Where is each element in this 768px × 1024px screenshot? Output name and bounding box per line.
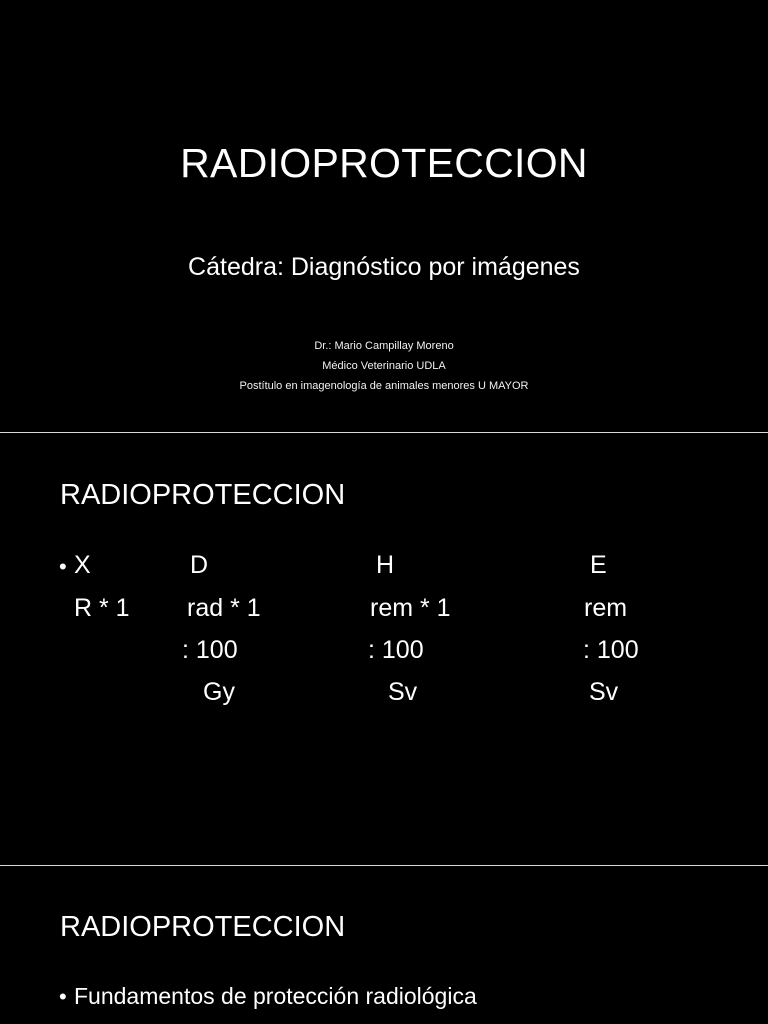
author-line-name: Dr.: Mario Campillay Moreno xyxy=(314,340,454,352)
unit-h: rem * 1 xyxy=(370,594,451,622)
symbol-e: E xyxy=(590,551,607,579)
title-slide xyxy=(0,0,768,432)
fundamentals-slide xyxy=(0,866,768,1024)
author-line-degree: Médico Veterinario UDLA xyxy=(322,360,446,372)
slide-title: RADIOPROTECCION xyxy=(180,140,588,186)
bullet-marker: • xyxy=(59,984,67,1009)
author-line-postgrad: Postítulo en imagenología de animales menores U MAYOR xyxy=(239,380,529,392)
si-unit-d: Gy xyxy=(203,678,235,706)
bullet-marker: • xyxy=(59,554,67,579)
units-slide xyxy=(0,433,768,865)
factor-h: : 100 xyxy=(368,636,424,664)
bullet-text: Fundamentos de protección radiológica xyxy=(74,983,477,1009)
unit-x: R * 1 xyxy=(74,594,130,622)
symbol-d: D xyxy=(190,551,209,579)
si-unit-h: Sv xyxy=(388,678,418,706)
factor-e: : 100 xyxy=(583,636,639,664)
unit-e: rem xyxy=(584,594,628,622)
si-unit-e: Sv xyxy=(589,678,619,706)
slide-subtitle: Cátedra: Diagnóstico por imágenes xyxy=(188,253,580,281)
unit-d: rad * 1 xyxy=(187,594,261,622)
slide-heading: RADIOPROTECCION xyxy=(60,479,346,511)
symbol-h: H xyxy=(376,551,395,579)
slide-heading: RADIOPROTECCION xyxy=(60,911,346,943)
factor-d: : 100 xyxy=(182,636,238,664)
symbol-x: X xyxy=(74,551,91,579)
